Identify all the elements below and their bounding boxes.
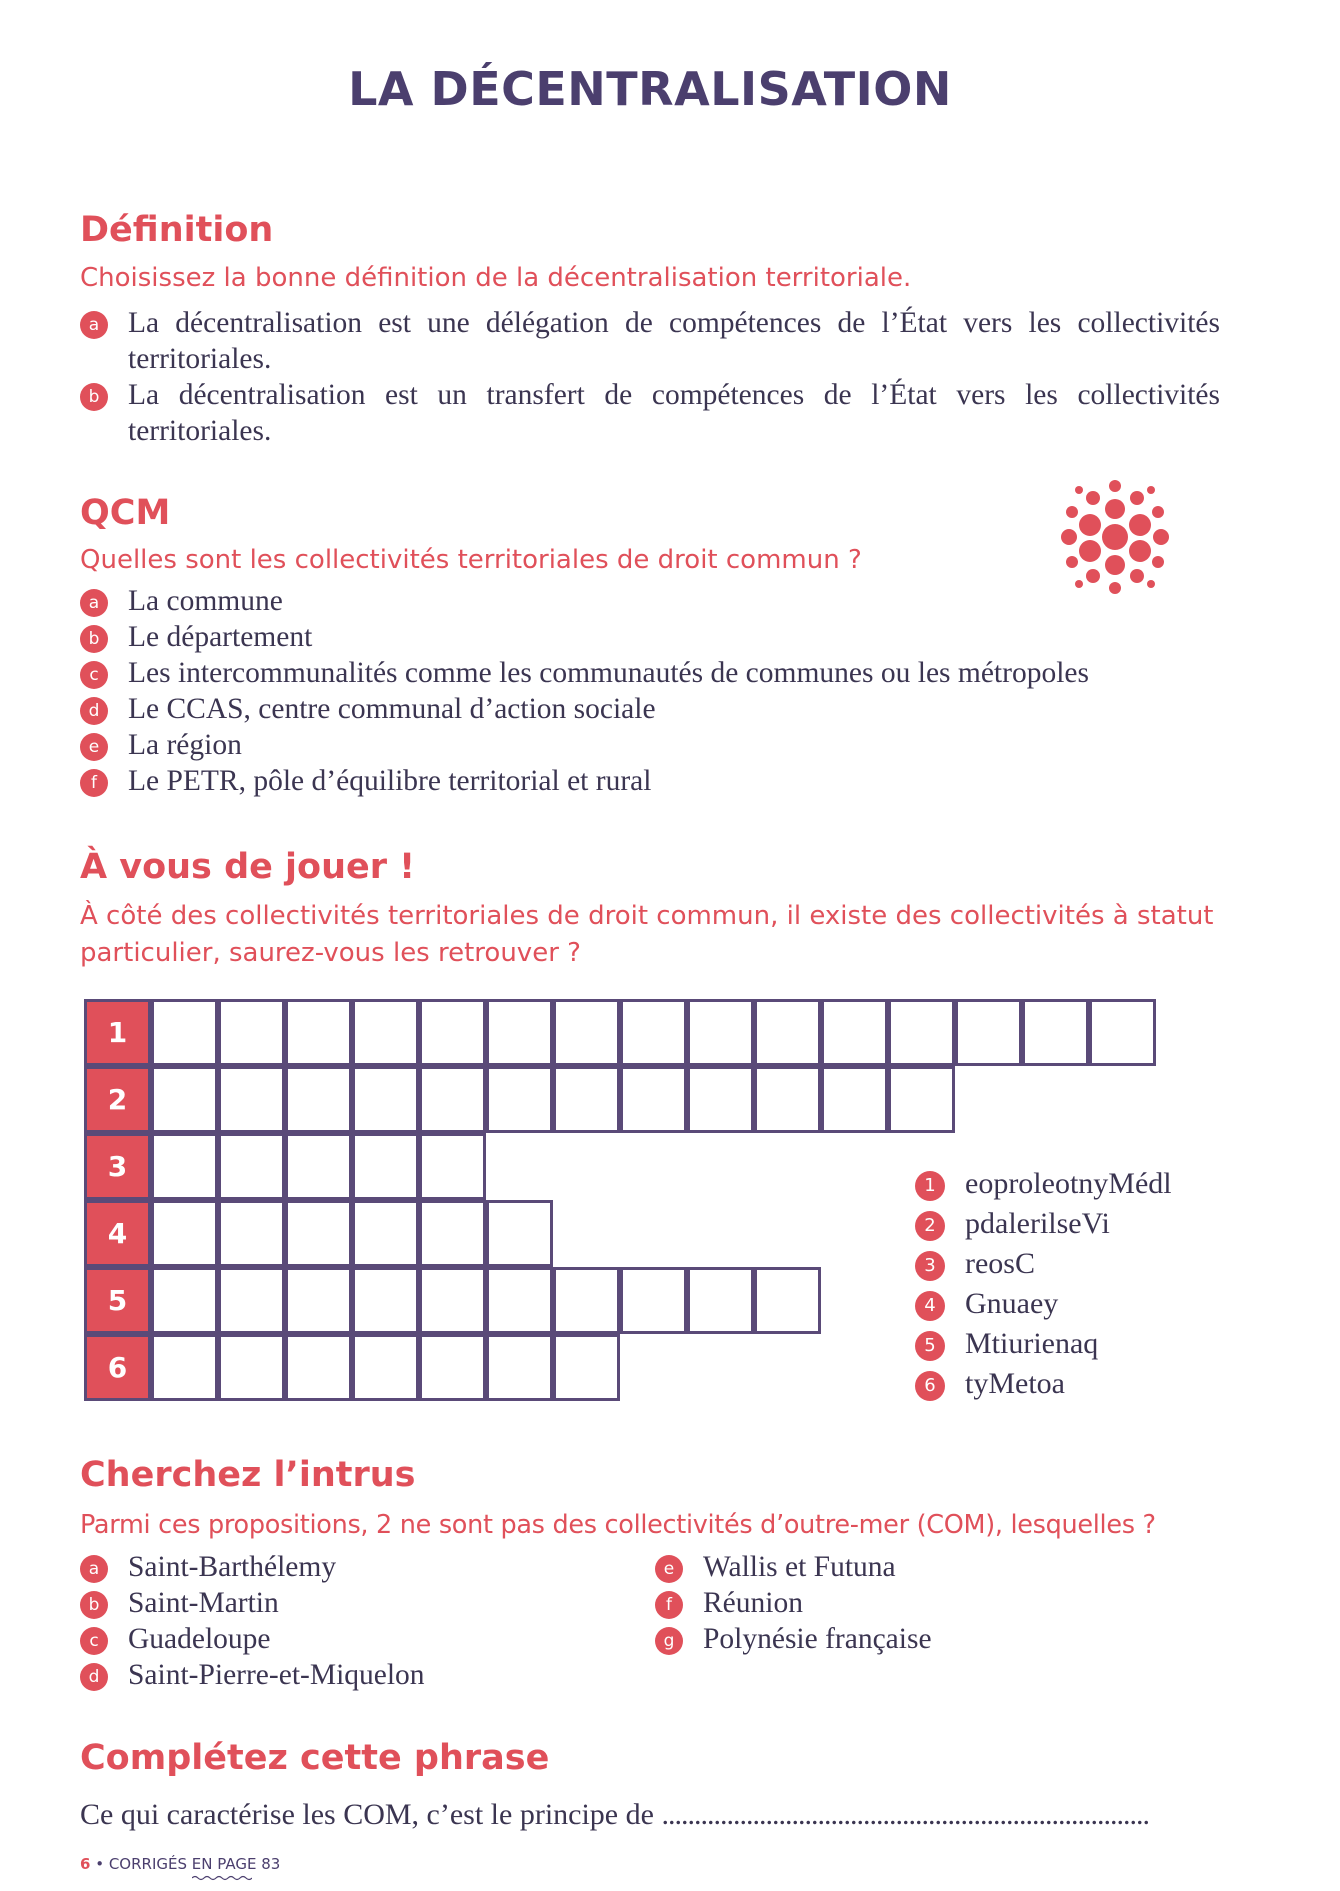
clue-badge: 6 bbox=[915, 1371, 945, 1401]
completez-heading: Complétez cette phrase bbox=[80, 1738, 550, 1778]
clue-badge: 1 bbox=[915, 1171, 945, 1201]
option-text: Polynésie française bbox=[703, 1623, 932, 1655]
grid-row-number: 4 bbox=[84, 1200, 151, 1267]
clue-item bbox=[915, 1246, 1255, 1282]
grid-cell[interactable] bbox=[352, 1334, 419, 1401]
clue-text: eoproleotnyMédl bbox=[965, 1167, 1172, 1200]
grid-cell[interactable] bbox=[285, 1334, 352, 1401]
clue-text: reosC bbox=[965, 1247, 1035, 1280]
completez-sentence bbox=[80, 1797, 1220, 1833]
option-badge: d bbox=[80, 1663, 108, 1691]
option-text: La commune bbox=[128, 585, 283, 617]
grid-cell[interactable] bbox=[620, 1267, 687, 1334]
clue-item bbox=[915, 1206, 1255, 1242]
grid-cell[interactable] bbox=[888, 1066, 955, 1133]
grid-cell[interactable] bbox=[620, 999, 687, 1066]
option-text: Saint-Martin bbox=[128, 1587, 279, 1619]
grid-cell[interactable] bbox=[285, 1133, 352, 1200]
grid-cell[interactable] bbox=[218, 1133, 285, 1200]
option-badge: c bbox=[80, 1627, 108, 1655]
grid-cell[interactable] bbox=[486, 1066, 553, 1133]
grid-row-number: 2 bbox=[84, 1066, 151, 1133]
qcm-option-b[interactable] bbox=[80, 619, 1220, 655]
grid-cell[interactable] bbox=[352, 1066, 419, 1133]
grid-cell[interactable] bbox=[285, 999, 352, 1066]
grid-cell[interactable] bbox=[553, 1334, 620, 1401]
qcm-instruction: Quelles sont les collectivités territoriales de droit commun ? bbox=[80, 545, 862, 575]
grid-cell[interactable] bbox=[553, 1066, 620, 1133]
grid-cell[interactable] bbox=[352, 1200, 419, 1267]
grid-cell[interactable] bbox=[352, 1133, 419, 1200]
intrus-option-g[interactable] bbox=[655, 1621, 1215, 1657]
dotted-sphere-icon bbox=[1055, 478, 1175, 596]
qcm-option-d[interactable] bbox=[80, 691, 1220, 727]
grid-cell[interactable] bbox=[218, 999, 285, 1066]
option-text: Le département bbox=[128, 621, 313, 653]
option-text: Guadeloupe bbox=[128, 1623, 271, 1655]
page-title: LA DÉCENTRALISATION bbox=[348, 62, 952, 116]
option-text: Wallis et Futuna bbox=[703, 1551, 896, 1583]
option-badge: f bbox=[655, 1591, 683, 1619]
option-badge: b bbox=[80, 1591, 108, 1619]
grid-cell[interactable] bbox=[419, 1334, 486, 1401]
sentence-text: Ce qui caractérise les COM, c’est le principe de bbox=[80, 1798, 654, 1831]
qcm-option-c[interactable] bbox=[80, 655, 1220, 691]
grid-cell[interactable] bbox=[352, 1267, 419, 1334]
grid-cell[interactable] bbox=[218, 1200, 285, 1267]
grid-cell[interactable] bbox=[218, 1267, 285, 1334]
option-badge: g bbox=[655, 1627, 683, 1655]
wave-underline-icon bbox=[192, 1875, 252, 1881]
option-text: Le CCAS, centre communal d’action sociale bbox=[128, 693, 656, 725]
grid-cell[interactable] bbox=[687, 1267, 754, 1334]
clue-badge: 3 bbox=[915, 1251, 945, 1281]
grid-row-number: 6 bbox=[84, 1334, 151, 1401]
option-text: Le PETR, pôle d’équilibre territorial et rural bbox=[128, 765, 652, 797]
grid-cell[interactable] bbox=[218, 1066, 285, 1133]
option-text: La décentralisation est un transfert de compétences de l’État vers les collectivités territoriales. bbox=[128, 379, 1220, 447]
definition-heading: Définition bbox=[80, 210, 274, 250]
grid-cell[interactable] bbox=[151, 1334, 218, 1401]
option-badge: a bbox=[80, 1555, 108, 1583]
grid-cell[interactable] bbox=[151, 1200, 218, 1267]
grid-row-number: 3 bbox=[84, 1133, 151, 1200]
option-badge: a bbox=[80, 311, 108, 339]
answer-blank[interactable]: ........................................................................... bbox=[661, 1798, 1149, 1831]
grid-cell[interactable] bbox=[888, 999, 955, 1066]
grid-cell[interactable] bbox=[1022, 999, 1089, 1066]
definition-option-b[interactable] bbox=[80, 377, 1220, 449]
definition-option-a[interactable] bbox=[80, 305, 1220, 377]
grid-cell[interactable] bbox=[419, 1267, 486, 1334]
intrus-option-e[interactable] bbox=[655, 1549, 1215, 1585]
grid-cell[interactable] bbox=[486, 1267, 553, 1334]
intrus-option-c[interactable] bbox=[80, 1621, 640, 1657]
clue-text: Gnuaey bbox=[965, 1287, 1059, 1320]
clue-text: pdalerilseVi bbox=[965, 1207, 1110, 1240]
grid-cell[interactable] bbox=[821, 999, 888, 1066]
option-badge: b bbox=[80, 383, 108, 411]
clue-text: Mtiurienaq bbox=[965, 1327, 1099, 1360]
page-footer bbox=[80, 1855, 280, 1873]
qcm-option-f[interactable] bbox=[80, 763, 1220, 799]
grid-cell[interactable] bbox=[352, 999, 419, 1066]
grid-cell[interactable] bbox=[821, 1066, 888, 1133]
option-text: La décentralisation est une délégation de compétences de l’État vers les collectivités territoriales. bbox=[128, 307, 1220, 375]
grid-cell[interactable] bbox=[620, 1066, 687, 1133]
grid-cell[interactable] bbox=[419, 1133, 486, 1200]
option-badge: e bbox=[655, 1555, 683, 1583]
grid-cell[interactable] bbox=[151, 1066, 218, 1133]
clue-badge: 4 bbox=[915, 1291, 945, 1321]
option-text: Réunion bbox=[703, 1587, 803, 1619]
grid-cell[interactable] bbox=[218, 1334, 285, 1401]
grid-cell[interactable] bbox=[754, 1267, 821, 1334]
grid-cell[interactable] bbox=[285, 1267, 352, 1334]
option-text: Saint-Pierre-et-Miquelon bbox=[128, 1659, 425, 1691]
grid-cell[interactable] bbox=[419, 1066, 486, 1133]
option-text: La région bbox=[128, 729, 242, 761]
grid-row-number: 1 bbox=[84, 999, 151, 1066]
grid-cell[interactable] bbox=[553, 1267, 620, 1334]
clue-badge: 5 bbox=[915, 1331, 945, 1361]
clue-text: tyMetoa bbox=[965, 1367, 1065, 1400]
grid-cell[interactable] bbox=[419, 999, 486, 1066]
option-badge: b bbox=[80, 625, 108, 653]
grid-cell[interactable] bbox=[285, 1066, 352, 1133]
qcm-heading: QCM bbox=[80, 493, 171, 533]
grid-cell[interactable] bbox=[151, 1267, 218, 1334]
clue-item bbox=[915, 1326, 1255, 1362]
jouer-heading: À vous de jouer ! bbox=[80, 847, 416, 887]
grid-cell[interactable] bbox=[687, 1066, 754, 1133]
intrus-heading: Cherchez l’intrus bbox=[80, 1455, 416, 1495]
grid-cell[interactable] bbox=[754, 999, 821, 1066]
grid-cell[interactable] bbox=[1089, 999, 1156, 1066]
grid-cell[interactable] bbox=[955, 999, 1022, 1066]
intrus-option-b[interactable] bbox=[80, 1585, 640, 1621]
definition-instruction: Choisissez la bonne définition de la décentralisation territoriale. bbox=[80, 263, 912, 293]
option-badge: e bbox=[80, 733, 108, 761]
option-text: Les intercommunalités comme les communautés de communes ou les métropoles bbox=[128, 657, 1089, 689]
qcm-option-a[interactable] bbox=[80, 583, 1220, 619]
grid-cell[interactable] bbox=[687, 999, 754, 1066]
grid-cell[interactable] bbox=[754, 1066, 821, 1133]
grid-cell[interactable] bbox=[486, 1200, 553, 1267]
grid-row-number: 5 bbox=[84, 1267, 151, 1334]
footer-text: • CORRIGÉS EN PAGE 83 bbox=[95, 1855, 281, 1873]
jouer-instruction: À côté des collectivités territoriales de droit commun, il existe des collectivités à statut particulier, saurez-vous les retrouver ? bbox=[80, 901, 1214, 968]
option-badge: c bbox=[80, 661, 108, 689]
option-badge: d bbox=[80, 697, 108, 725]
intrus-option-d[interactable] bbox=[80, 1657, 640, 1693]
grid-cell[interactable] bbox=[553, 999, 620, 1066]
option-badge: a bbox=[80, 589, 108, 617]
intrus-option-a[interactable] bbox=[80, 1549, 640, 1585]
intrus-option-f[interactable] bbox=[655, 1585, 1215, 1621]
clue-badge: 2 bbox=[915, 1211, 945, 1241]
grid-cell[interactable] bbox=[419, 1200, 486, 1267]
option-text: Saint-Barthélemy bbox=[128, 1551, 337, 1583]
grid-cell[interactable] bbox=[486, 1334, 553, 1401]
grid-cell[interactable] bbox=[285, 1200, 352, 1267]
page-number: 6 bbox=[80, 1855, 91, 1873]
clue-item bbox=[915, 1166, 1255, 1202]
clue-item bbox=[915, 1286, 1255, 1322]
clue-item bbox=[915, 1366, 1255, 1402]
intrus-instruction: Parmi ces propositions, 2 ne sont pas des collectivités d’outre-mer (COM), lesquelles ? bbox=[80, 1510, 1156, 1540]
option-badge: f bbox=[80, 769, 108, 797]
grid-cell[interactable] bbox=[486, 999, 553, 1066]
grid-cell[interactable] bbox=[151, 1133, 218, 1200]
grid-cell[interactable] bbox=[151, 999, 218, 1066]
qcm-option-e[interactable] bbox=[80, 727, 1220, 763]
